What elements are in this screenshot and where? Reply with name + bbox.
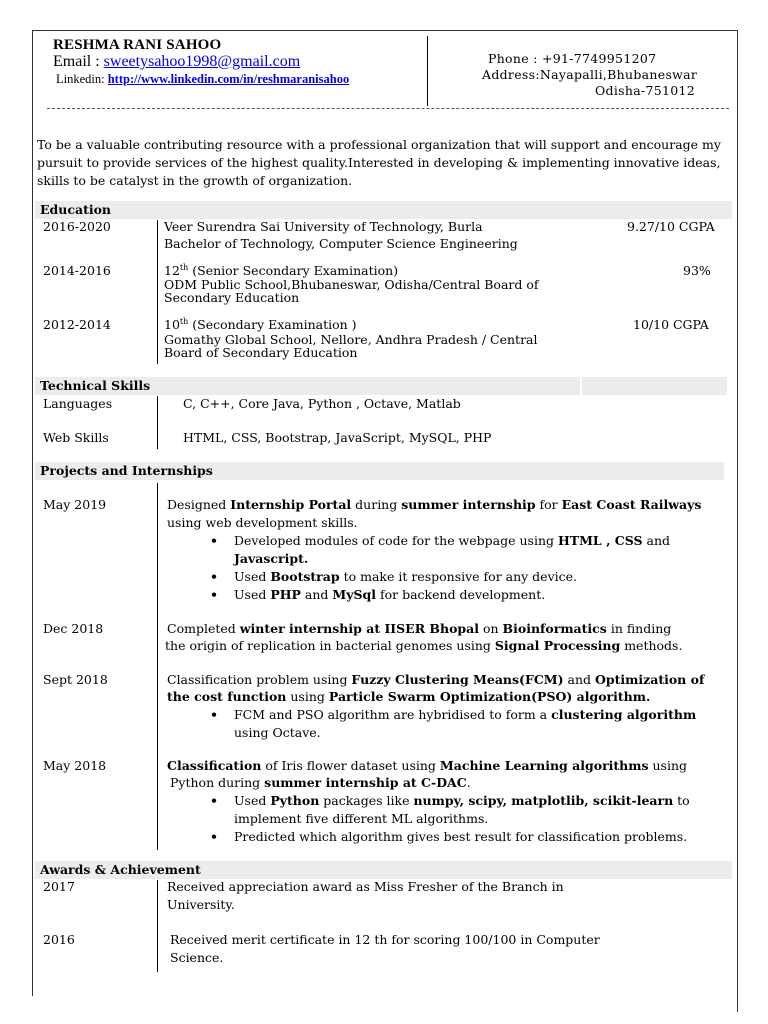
linkedin-row xyxy=(56,72,349,87)
edu-line xyxy=(164,264,398,278)
award-line: Received merit certificate in 12 th for scoring 100/100 in Computer xyxy=(170,932,600,947)
edu-exam: (Secondary Examination ) xyxy=(188,317,357,332)
header-separator xyxy=(47,108,729,109)
project-date: Sept 2018 xyxy=(43,672,108,687)
email-link[interactable]: sweetysahoo1998@gmail.com xyxy=(103,53,301,70)
bullet-item: • Used Python packages like numpy, scipy, matplotlib, scikit-learn to implement five different ML algorithms. xyxy=(210,792,690,828)
edu-exam: (Senior Secondary Examination) xyxy=(188,263,399,278)
award-line: Science. xyxy=(170,950,224,965)
bullet-item: • Used Bootstrap to make it responsive for any device. xyxy=(210,568,670,586)
edu-years: 2012-2014 xyxy=(43,317,111,332)
awards-divider xyxy=(157,880,158,972)
page-border-right xyxy=(737,30,738,1012)
skill-value: C, C++, Core Java, Python , Octave, Matlab xyxy=(183,396,461,411)
project-date: May 2018 xyxy=(43,758,107,773)
linkedin-label: Linkedin: xyxy=(56,72,108,86)
award-year: 2017 xyxy=(43,879,75,894)
project-line: Classification problem using Fuzzy Clustering Means(FCM) and Optimization of xyxy=(167,672,705,687)
projects-divider xyxy=(157,483,158,850)
skill-value: HTML, CSS, Bootstrap, JavaScript, MySQL, PHP xyxy=(183,430,492,445)
project-bullets xyxy=(210,706,696,742)
candidate-name: RESHMA RANI SAHOO xyxy=(53,37,222,53)
bullet-item: • Developed modules of code for the webpage using HTML , CSS and Javascript. xyxy=(210,532,670,568)
edu-line: Gomathy Global School, Nellore, Andhra Pradesh / Central xyxy=(164,332,538,347)
award-year: 2016 xyxy=(43,932,75,947)
address-line1: Address:Nayapalli,Bhubaneswar xyxy=(482,67,698,82)
skills-heading-extra-cell xyxy=(582,377,727,395)
page-border-left xyxy=(32,30,33,996)
skill-label: Languages xyxy=(43,396,113,411)
projects-heading-label: Projects and Internships xyxy=(40,463,213,478)
edu-grade-suffix: th xyxy=(179,316,189,326)
edu-years: 2016-2020 xyxy=(43,219,111,234)
email-label: Email : xyxy=(53,53,104,70)
bullet-item: • Predicted which algorithm gives best result for classification problems. xyxy=(210,828,690,846)
bullet-item: • Used PHP and MySql for backend development. xyxy=(210,586,670,604)
skill-label: Web Skills xyxy=(43,430,109,445)
address-line2: Odisha-751012 xyxy=(595,83,696,98)
edu-grade: 10 xyxy=(164,317,180,332)
edu-score: 9.27/10 CGPA xyxy=(627,219,715,234)
award-line: University. xyxy=(167,897,235,912)
project-line: Designed Internship Portal during summer internship for East Coast Railways xyxy=(167,497,702,512)
awards-heading-label: Awards & Achievement xyxy=(40,862,201,877)
phone: Phone : +91-7749951207 xyxy=(488,51,657,66)
project-bullets xyxy=(210,532,670,604)
skills-divider xyxy=(157,396,158,449)
edu-line: Veer Surendra Sai University of Technology, Burla xyxy=(164,219,483,234)
project-line: the origin of replication in bacterial genomes using Signal Processing methods. xyxy=(165,638,683,653)
email-row xyxy=(53,53,300,71)
edu-line: Secondary Education xyxy=(164,290,300,305)
project-line: using web development skills. xyxy=(167,515,358,530)
skills-heading xyxy=(35,377,580,395)
project-date: May 2019 xyxy=(43,497,107,512)
award-line: Received appreciation award as Miss Fresher of the Branch in xyxy=(167,879,564,894)
project-line: Python during summer internship at C-DAC. xyxy=(170,775,471,790)
edu-score: 93% xyxy=(683,263,711,278)
edu-line: Board of Secondary Education xyxy=(164,345,358,360)
project-line: Completed winter internship at IISER Bhopal on Bioinformatics in finding xyxy=(167,621,672,636)
bullet-item: • FCM and PSO algorithm are hybridised to form a clustering algorithm using Octave. xyxy=(210,706,696,742)
project-line: the cost function using Particle Swarm Optimization(PSO) algorithm. xyxy=(167,689,651,704)
edu-score: 10/10 CGPA xyxy=(633,317,709,332)
linkedin-link[interactable]: http://www.linkedin.com/in/reshmaranisahoo xyxy=(107,72,350,86)
edu-line xyxy=(164,318,357,332)
objective-text: To be a valuable contributing resource with a professional organization that will support and encourage my pursuit to provide services of the highest quality.Interested in developing & implementing innovative ideas, skills to be catalyst in the growth of organization. xyxy=(37,137,721,188)
edu-line: Bachelor of Technology, Computer Science Engineering xyxy=(164,236,518,251)
project-bullets xyxy=(210,792,690,846)
education-divider xyxy=(157,220,158,364)
awards-heading xyxy=(35,861,732,879)
edu-grade: 12 xyxy=(164,263,180,278)
edu-grade-suffix: th xyxy=(179,262,189,272)
project-date: Dec 2018 xyxy=(43,621,104,636)
header-divider xyxy=(427,36,428,106)
edu-years: 2014-2016 xyxy=(43,263,111,278)
project-line: Classification of Iris flower dataset using Machine Learning algorithms using xyxy=(167,758,688,773)
projects-heading xyxy=(35,462,724,480)
edu-line: ODM Public School,Bhubaneswar, Odisha/Central Board of xyxy=(164,277,539,292)
education-heading-label: Education xyxy=(40,202,112,217)
education-heading xyxy=(35,201,732,219)
page-border-top xyxy=(32,30,738,31)
skills-heading-label: Technical Skills xyxy=(40,378,151,393)
